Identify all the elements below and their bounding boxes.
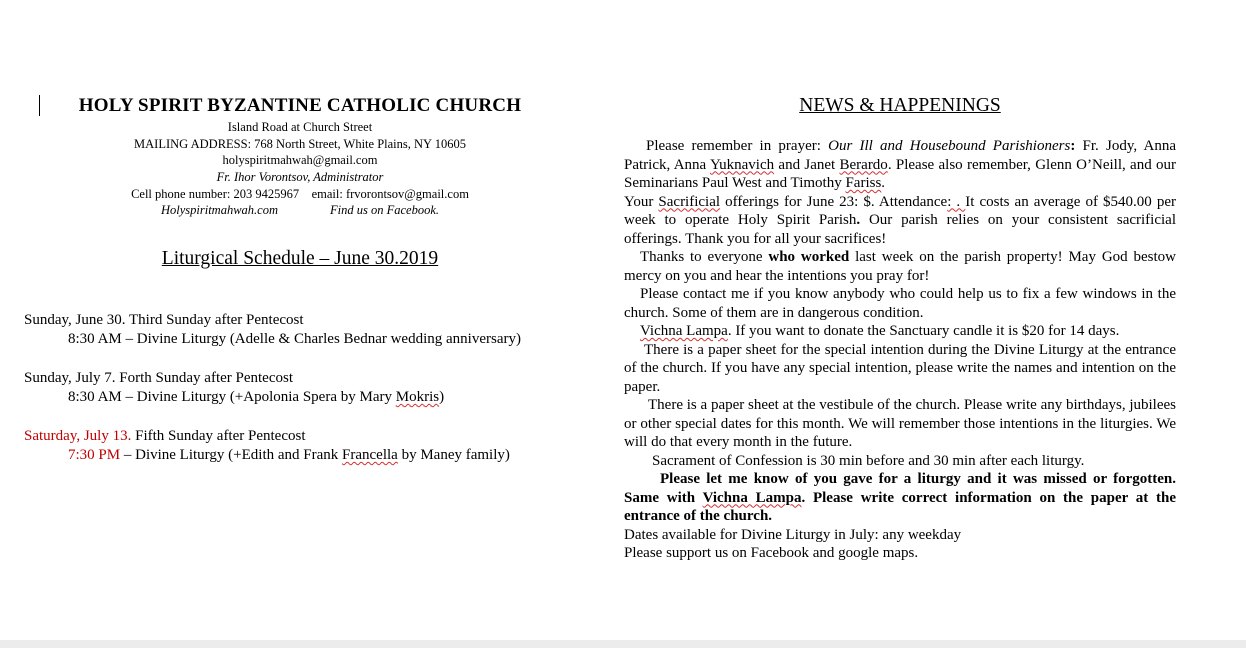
- service-time: 8:30 AM: [68, 389, 122, 405]
- schedule-service: [68, 331, 521, 348]
- service-desc: – Divine Liturgy (Adelle & Charles Bednar wedding anniversary): [121, 331, 521, 347]
- facebook-note: Find us on Facebook.: [330, 203, 440, 217]
- missed-text: . Please write correct information on the paper at the entrance of the church.: [624, 489, 1177, 524]
- service-desc-end: ): [439, 389, 445, 405]
- website: Holyspiritmahwah.com: [160, 203, 278, 217]
- mailing-address: MAILING ADDRESS: 768 North Street, White Plains, NY 10605: [134, 137, 466, 151]
- prayer-text: .: [881, 175, 886, 191]
- schedule-day-name: Fifth Sunday after Pentecost: [131, 428, 306, 444]
- windows-paragraph: Please contact me if you know anybody who could help us to fix a few windows in the church. Some of them are in dangerous condition.: [624, 286, 1176, 321]
- church-email: holyspiritmahwah@gmail.com: [222, 153, 378, 167]
- misspelled-word[interactable]: Vichna Lampa: [702, 489, 802, 506]
- service-desc: – Divine Liturgy (+Edith and Frank: [120, 447, 343, 463]
- service-desc: – Divine Liturgy (+Apolonia Spera by Mary: [121, 389, 396, 405]
- support-paragraph: Please support us on Facebook and google maps.: [624, 545, 919, 561]
- links-line: [40, 202, 560, 219]
- schedule-day: Sunday, June 30. Third Sunday after Pentecost: [24, 312, 304, 328]
- schedule-service: [68, 389, 444, 406]
- thanks-paragraph: [624, 248, 1176, 285]
- prayer-text: Please remember in prayer:: [646, 138, 829, 154]
- prayer-italic: Our Ill and Housebound Parishioners: [828, 138, 1071, 154]
- priest-email: email: frvorontsov@gmail.com: [311, 187, 469, 201]
- cell-phone: Cell phone number: 203 9425967: [131, 187, 300, 201]
- lampa-paragraph: [624, 322, 1176, 341]
- grammar-flag[interactable]: : .: [947, 193, 966, 210]
- offerings-text: It costs an average of $540.00 per week to operate Holy Spirit Parish: [624, 193, 1177, 228]
- prayer-text: . Please also remember, Glenn O’Neill, and our Seminarians Paul West and Timothy: [624, 156, 1176, 191]
- misspelled-word[interactable]: Yuknavich: [709, 156, 775, 173]
- news-body: [624, 137, 1176, 563]
- schedule-day-date: Saturday, July 13.: [24, 428, 132, 444]
- missed-paragraph: [624, 470, 1176, 526]
- offerings-text: Your: [624, 193, 659, 210]
- missed-text: Please let me know of you gave for a liturgy and it was missed or forgotten. Same with: [624, 471, 1176, 506]
- schedule-service: [68, 447, 510, 464]
- paper-sheet-paragraph: There is a paper sheet for the special intention during the Divine Liturgy at the entrance of the church. If you have any special intention, please write the names and intention on the paper.: [624, 341, 1176, 395]
- misspelled-word[interactable]: Francella: [342, 447, 398, 463]
- thanks-text: last week on the parish property! May God bestow mercy on you and hear the intentions you pray for!: [624, 249, 1176, 284]
- prayer-paragraph: [624, 137, 1176, 193]
- misspelled-word[interactable]: Sacrificial: [658, 193, 721, 210]
- misspelled-word[interactable]: Mokris: [395, 389, 440, 405]
- offerings-text: offerings for June 23: $. Attendance: [720, 193, 948, 210]
- church-name: HOLY SPIRIT BYZANTINE CATHOLIC CHURCH: [78, 95, 522, 116]
- schedule-day: [24, 428, 306, 445]
- schedule-day: Sunday, July 7. Forth Sunday after Pentecost: [24, 370, 293, 386]
- contact-line: [40, 186, 560, 203]
- offerings-bold-dot: .: [856, 212, 861, 228]
- dates-paragraph: Dates available for Divine Liturgy in July: any weekday: [624, 526, 962, 543]
- offerings-paragraph: [624, 193, 1176, 249]
- lampa-text: . If you want to donate the Sanctuary candle it is $20 for 14 days.: [727, 323, 1120, 339]
- misspelled-word[interactable]: Fariss: [845, 175, 882, 191]
- church-location: Island Road at Church Street: [227, 120, 373, 134]
- prayer-text: and Janet: [774, 156, 840, 173]
- service-time: 8:30 AM: [68, 331, 122, 347]
- thanks-bold: who worked: [768, 249, 850, 265]
- confession-paragraph: Sacrament of Confession is 30 min before and 30 min after each liturgy.: [652, 452, 1085, 469]
- thanks-text: Thanks to everyone: [640, 249, 769, 265]
- window-bottom-strip: [0, 640, 1246, 648]
- vestibule-paragraph: There is a paper sheet at the vestibule of the church. Please write any birthdays, jubilees or other special dates for this month. We will remember those intentions in the liturgies. We will do that every month in the future.: [624, 397, 1176, 450]
- schedule-title: Liturgical Schedule – June 30.2019: [161, 248, 439, 269]
- offerings-text: Our parish relies on your consistent sacrificial offerings. Thank you for all your sacrifices!: [624, 212, 1176, 247]
- misspelled-word[interactable]: Berardo: [839, 156, 888, 173]
- prayer-colon: :: [1070, 138, 1076, 154]
- service-time: 7:30 PM: [68, 447, 121, 463]
- news-title: NEWS & HAPPENINGS: [799, 95, 1001, 116]
- service-desc-end: by Maney family): [397, 447, 510, 463]
- misspelled-word[interactable]: Vichna Lampa: [640, 323, 728, 339]
- prayer-text: Fr. Jody, Anna Patrick, Anna: [624, 138, 1176, 173]
- administrator: Fr. Ihor Vorontsov, Administrator: [216, 170, 384, 184]
